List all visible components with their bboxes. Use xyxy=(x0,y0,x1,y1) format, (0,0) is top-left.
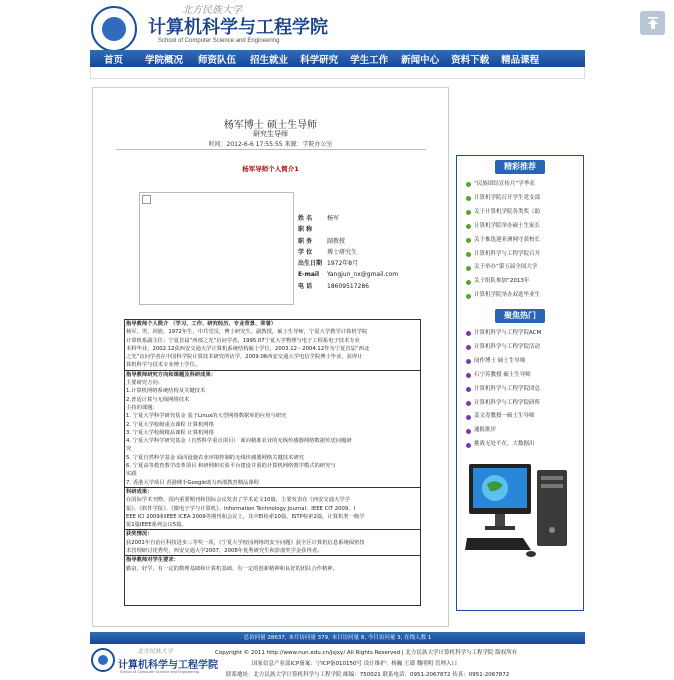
bio-line: 6. 宁夏高等教育教学改革项目 和研网和实验平台建设并重的计算机网络教学模式的研究与 xyxy=(126,463,336,470)
sidebar-link[interactable] xyxy=(466,178,581,192)
footer-logo xyxy=(91,648,115,672)
main-nav xyxy=(90,50,585,67)
bullet-icon xyxy=(466,373,471,378)
info-value: 1972年8月 xyxy=(327,260,359,268)
bio-section-title: 科研成果： xyxy=(126,488,153,495)
footer-english: School of Computer Science and Engineering xyxy=(120,670,200,674)
info-label: 电 话 xyxy=(298,282,313,290)
article-subtitle: 研究生导师 xyxy=(253,130,288,138)
sidebar-link-label: 石宁苏教授 硕士生导师 xyxy=(474,371,531,378)
recommend-list xyxy=(466,178,581,303)
bio-line: 实践 xyxy=(126,471,137,478)
bio-table xyxy=(124,319,421,606)
bio-line: EEE ICI 2009和IEEE ICEA 2009等期刊和会议上，其中EI检索10篇，ISTP检索2篇，计算机类一级学 xyxy=(126,513,365,520)
bio-section-title: 指导教师对学生要求： xyxy=(126,557,179,564)
bio-line: 5. 宁夏自然科学基金 面向设施农业环境控制的无线传感器网络关键技术研究 xyxy=(126,454,304,461)
footer-university: 北方民族大学 xyxy=(137,648,174,655)
bullet-icon xyxy=(466,224,471,229)
article-panel xyxy=(92,87,449,627)
article-meta: 时间：2012-6-6 17:55:55 来源：学院办公室 xyxy=(208,141,333,148)
sidebar-link[interactable] xyxy=(466,289,581,303)
info-row xyxy=(298,247,398,258)
sidebar-link[interactable] xyxy=(466,192,581,206)
sidebar-link[interactable] xyxy=(466,424,581,438)
bio-line: 2. 宁夏大学校级重点课程 计算机网络 xyxy=(126,421,214,428)
sidebar-link-label: 姜文青教授一硕士生导师 xyxy=(474,413,535,420)
bullet-icon xyxy=(466,196,471,201)
bullet-icon xyxy=(466,252,471,257)
sidebar-link-label: 计算机科学与工程学院活动 xyxy=(474,343,541,350)
bio-line: 本科毕业，2002.12获西安交通大学计算机系统结构硕士学位，2003.12－2004.12作为宁夏首届“西北 xyxy=(126,345,370,352)
sidebar-link-label: 关于计算机学院各类奖（助 xyxy=(474,208,541,215)
info-row xyxy=(298,269,398,280)
bio-line: 在国际学术刊物、国内重要期刊和国际会议发表了学术论文10篇，主要发表在《西安交通大学学 xyxy=(126,497,350,504)
sidebar-link[interactable] xyxy=(466,206,581,220)
sidebar-link[interactable] xyxy=(466,438,581,452)
sidebar-link[interactable] xyxy=(466,341,581,355)
scroll-top-button[interactable] xyxy=(640,11,665,35)
site-header xyxy=(0,0,674,50)
footer-stats-bar: 总访问量 28637, 本月访问量 379, 本日访问量 8, 今日访问量 3, 在线人数 1 xyxy=(90,632,585,644)
sidebar-link[interactable] xyxy=(466,355,581,369)
footer-college-title: 计算机科学与工程学院 xyxy=(118,660,218,671)
university-name: 北方民族大学 xyxy=(182,5,242,16)
sidebar-link[interactable] xyxy=(466,369,581,383)
bio-line: 2.普适计算与无线网络技术 xyxy=(126,396,190,403)
info-label: 职 称 xyxy=(298,226,313,234)
college-title: 计算机科学与工程学院 xyxy=(148,17,328,38)
nav-courses[interactable]: 精品课程 xyxy=(501,54,540,66)
bio-line: 之光”访问学者在中国科学院计算技术研究所访学，2009.06西安交通大学电信学院博士毕业，获得计 xyxy=(126,354,363,361)
sidebar-link[interactable] xyxy=(466,261,581,275)
bio-section-title: 指导教师研究方向和课题及科研成果： xyxy=(126,371,217,378)
bio-line: 究 xyxy=(126,446,132,453)
bio-section xyxy=(125,488,420,530)
nav-about[interactable]: 学院概况 xyxy=(145,54,184,66)
sidebar-link-label: “民族团结宣传月”学季表 xyxy=(474,181,535,187)
sidebar-link[interactable] xyxy=(466,234,581,248)
sidebar-link-label: 关于举办“第五届全国大学 xyxy=(474,264,538,271)
info-label: 学 位 xyxy=(298,248,313,256)
footer-contact: 联系地址：北方民族大学计算机科学与工程学院 邮编：750021 联系电话：0951-2067872 传真：0951-2067872 xyxy=(226,672,510,678)
bio-line: 3. 宁夏大学校级精品课程 计算机网络 xyxy=(126,429,214,436)
info-value: 18609517286 xyxy=(327,282,369,290)
info-value: Yangjun_nx@gmail.com xyxy=(327,271,399,279)
bullet-icon xyxy=(466,359,471,364)
bullet-icon xyxy=(466,294,471,299)
bio-section xyxy=(125,371,420,488)
footer-icp: 国家信息产业部ICP备案：宁ICP备010150号 设计维护：杨巍 王璜 魏明明 管理入口 xyxy=(252,661,458,667)
nav-home[interactable]: 首页 xyxy=(104,54,124,66)
nav-research[interactable]: 科学研究 xyxy=(300,54,339,66)
bio-line: 报》、《软件学报》、《微电子学与计算机》、Information Technology Journal、IEEE CIT 2009、I xyxy=(126,505,356,512)
sidebar-link[interactable] xyxy=(466,383,581,397)
recommend-title: 精彩推荐 xyxy=(495,160,545,174)
info-label: 姓 名 xyxy=(298,215,313,222)
bio-section-title: 指导教师个人简介 （学习、工作、研究经历、专业背景、荣誉） xyxy=(126,321,277,327)
nav-news[interactable]: 新闻中心 xyxy=(401,54,440,66)
bullet-icon xyxy=(466,238,471,243)
info-row xyxy=(298,213,398,224)
bio-line: 勤奋，好学，有一定的数理基础和计算机基础，有一定的创新精神和良好的团队合作精神。 xyxy=(126,565,338,572)
sidebar-link-label: 计算机学院举办硕士生家长 xyxy=(474,222,541,229)
bio-line: 主持的课题： xyxy=(126,404,158,411)
hot-list xyxy=(466,327,581,452)
nav-admissions[interactable]: 招生就业 xyxy=(250,54,289,66)
profile-info xyxy=(298,213,398,292)
sidebar-link-label: 闵作博士 硕士生导师 xyxy=(474,357,526,364)
info-value: 副教授 xyxy=(327,237,346,245)
sidebar-link-label: 关于组队参加“2013年 xyxy=(474,278,530,285)
bullet-icon xyxy=(466,429,471,434)
nav-downloads[interactable]: 资料下载 xyxy=(451,54,490,66)
bullet-icon xyxy=(466,401,471,406)
bullet-icon xyxy=(466,443,471,448)
bio-line: 1. 宁夏大学科学研究基金 基于Linux的大型网络数据库的应用与研究 xyxy=(126,413,287,420)
nav-faculty[interactable]: 师资队伍 xyxy=(198,54,237,66)
bio-line: 计算机系副主任；宁夏首届“西部之光”访问学者。1995.07宁夏大学物理与电子工程系电子技术专业 xyxy=(126,337,360,344)
bullet-icon xyxy=(466,210,471,215)
bio-line: 主要研究方向： xyxy=(126,380,164,387)
bio-line: 4. 宁夏大学科学研究基金（自然科学重点项目） 面向精准农业的无线传感器网络数据传送问题研 xyxy=(126,438,352,445)
sidebar-link-label: 计算机科学与工程学院研所 xyxy=(474,399,541,406)
footer-copyright: Copyright © 2011 http://www.nun.edu.cn/jsjxy/ All Rights Reserved | 北方民族大学计算机科学与工程学院 版权所有 xyxy=(215,650,518,656)
bullet-icon xyxy=(466,182,471,187)
section-title: 杨军导师个人简介1 xyxy=(242,165,299,173)
bio-line: 杨军，男，回族，1972年生，中共党员，博士研究生，副教授，硕士生导师，宁夏大学教学计算机学院 xyxy=(126,329,368,336)
info-value: 杨军 xyxy=(327,215,340,222)
computer-illustration xyxy=(465,458,577,560)
sidebar-link-label: 关于推选迎亚洲网守获校长 xyxy=(474,236,541,243)
sidebar xyxy=(456,155,584,611)
info-row xyxy=(298,224,398,235)
profile-photo xyxy=(139,192,294,305)
university-logo xyxy=(91,6,137,52)
info-row xyxy=(298,281,398,292)
sidebar-link[interactable] xyxy=(466,275,581,289)
bio-section xyxy=(125,556,420,573)
sidebar-link-label: 计算机学院举办双选毕业生 xyxy=(474,292,541,299)
hot-title: 聚焦热门 xyxy=(495,309,545,323)
bio-line: 算机科学与技术专业博士学位。 xyxy=(126,362,201,369)
info-row xyxy=(298,258,398,269)
sidebar-link[interactable] xyxy=(466,248,581,262)
bullet-icon xyxy=(466,280,471,285)
info-label: E-mail xyxy=(298,271,320,279)
bio-line: 7. 香港大学项目 香港佛手Google助力西部教育精品课程 xyxy=(126,479,260,486)
sidebar-link-label: 计算机学院召开学生党支部 xyxy=(474,194,541,201)
arrow-up-icon xyxy=(646,16,660,30)
bio-section-title: 获奖情况： xyxy=(126,531,153,538)
nav-students[interactable]: 学生工作 xyxy=(350,54,389,66)
divider xyxy=(116,149,426,150)
bullet-icon xyxy=(466,415,471,420)
bio-line: 获2001年自治区科技进步三等奖一项，《宁夏大学校园网络的安全问题》获全区计算机信息系统保密技 xyxy=(126,539,365,546)
sidebar-link-label: 挑战无处不在，大数据出 xyxy=(474,441,535,448)
sidebar-link-label: 计算机科学与工程学院召开 xyxy=(474,250,541,257)
bullet-icon xyxy=(466,387,471,392)
sidebar-link[interactable] xyxy=(466,220,581,234)
college-english-name: School of Computer Science and Engineering xyxy=(158,38,280,44)
info-value: 博士研究生 xyxy=(327,248,358,256)
broken-image-icon xyxy=(142,195,151,204)
bio-section xyxy=(125,320,420,371)
sidebar-link[interactable] xyxy=(466,397,581,411)
sidebar-link[interactable] xyxy=(466,410,581,424)
bio-line: 1.计算机网络系统结构及关键技术 xyxy=(126,388,206,395)
sidebar-link-label: 计算机科学与工程学院ACM xyxy=(474,330,542,336)
nav-subbar xyxy=(90,67,585,79)
bullet-icon xyxy=(466,266,471,271)
info-row xyxy=(298,236,398,247)
info-label: 职 务 xyxy=(298,237,313,245)
bio-line: 术管理研讨优秀奖，西安交通大学2007、2008年优秀研究生和彭康奖学金获得者。 xyxy=(126,548,323,555)
sidebar-link-label: 计算机科学与工程学院团总 xyxy=(474,385,541,392)
sidebar-link-label: 通报批评 xyxy=(474,427,497,434)
bio-line: 报1篇IEEE系列会议5篇。 xyxy=(126,522,187,529)
bio-section xyxy=(125,530,420,556)
bullet-icon xyxy=(466,345,471,350)
info-label: 出生日期 xyxy=(298,260,323,268)
sidebar-link[interactable] xyxy=(466,327,581,341)
article-title: 杨军博士 硕士生导师 xyxy=(223,120,318,131)
bullet-icon xyxy=(466,331,471,336)
